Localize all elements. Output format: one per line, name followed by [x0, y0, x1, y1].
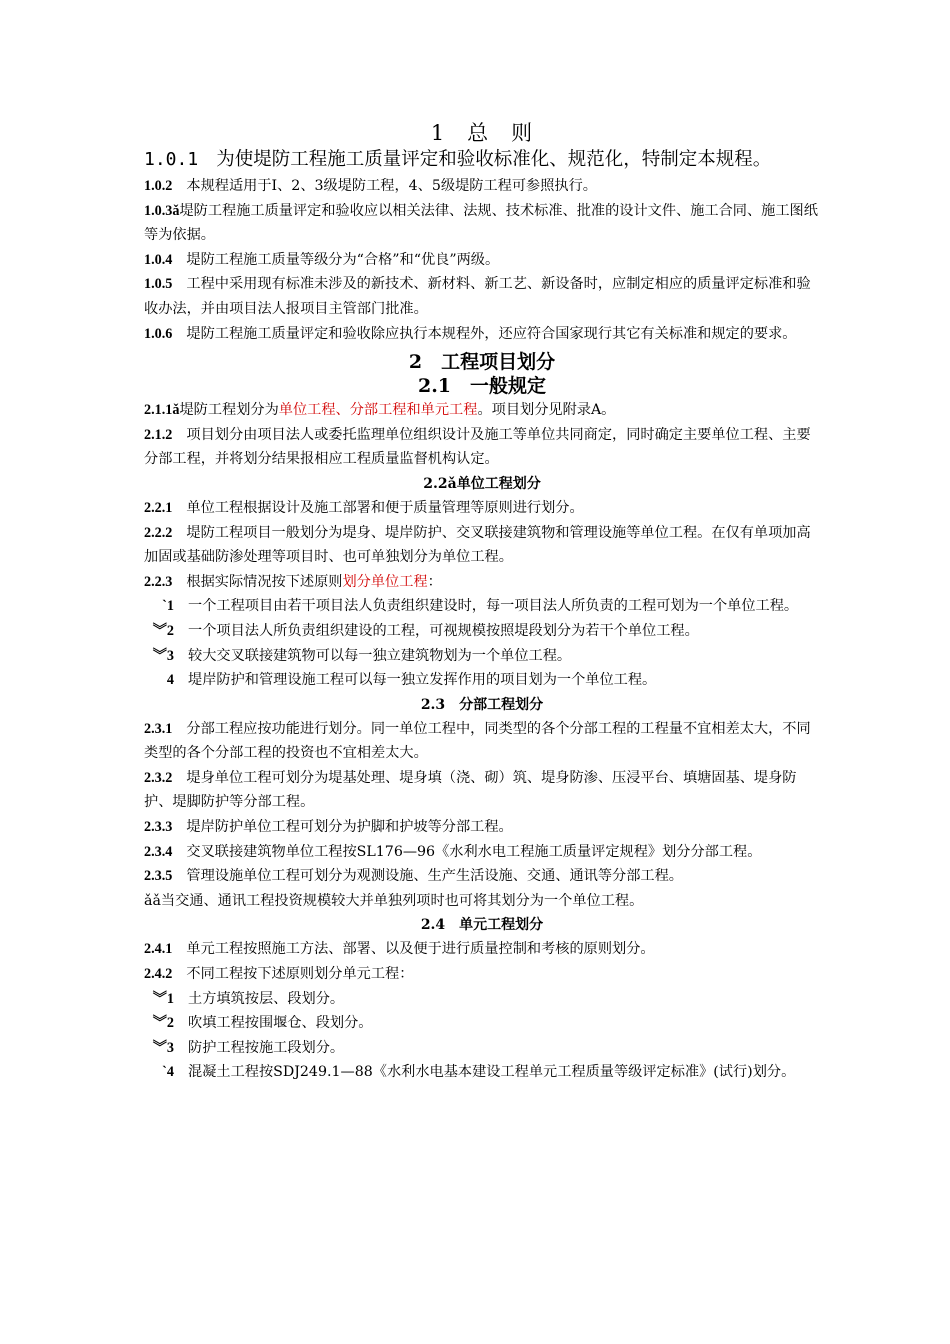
list-item — [144, 1060, 820, 1085]
clause-1-0-3 — [144, 199, 820, 248]
clause-number: 2.4.2 — [144, 966, 173, 983]
clause-text: 为使堤防工程施工质量评定和验收标准化、规范化，特制定本规程。 — [216, 149, 772, 170]
section-2-1-title: 2.1 一般规定 — [417, 375, 547, 398]
clause-text: 堤防工程划分为 — [179, 402, 279, 419]
clause-1-0-6 — [144, 322, 820, 347]
clause-2-2-1 — [144, 496, 820, 521]
item-text: 一个工程项目由若干项目法人负责组织建设时，每一项目法人所负责的工程可划为一个单位工程。 — [188, 598, 799, 615]
item-mark: ︾3 — [152, 1039, 174, 1056]
clause-number: 1.0.5 — [144, 276, 173, 293]
clause-number: 2.2.1 — [144, 499, 173, 516]
clause-number: 2.3.4 — [144, 843, 173, 860]
clause-text: 堤防工程施工质量评定和验收应以相关法律、法规、技术标准、批准的设计文件、施工合同、施工图纸等为依据。 — [144, 202, 818, 244]
item-text: 土方填筑按层、段划分。 — [188, 990, 345, 1007]
clause-number: 1.0.4 — [144, 251, 173, 268]
item-text: 吹填工程按围堰仓、段划分。 — [188, 1015, 373, 1032]
item-text: 较大交叉联接建筑物可以每一独立建筑物划为一个单位工程。 — [188, 647, 572, 664]
item-mark: ︾3 — [152, 647, 174, 664]
clause-text: 堤防工程项目一般划分为堤身、堤岸防护、交叉联接建筑物和管理设施等单位工程。在仅有单项加高加固或基础防渗处理等项目时、也可单独划分为单位工程。 — [144, 524, 811, 566]
clause-2-3-5 — [144, 864, 820, 889]
clause-number: 2.3.5 — [144, 868, 173, 885]
clause-number: 2.3.1 — [144, 720, 173, 737]
clause-number: 2.2.2 — [144, 524, 173, 541]
document-page — [144, 118, 820, 1085]
clause-number: 1.0.6 — [144, 325, 173, 342]
clause-text: 交叉联接建筑物单位工程按SL176—96《水利水电工程施工质量评定规程》划分分部工程。 — [186, 843, 762, 860]
clause-2-3-3 — [144, 815, 820, 840]
clause-text: 管理设施单位工程可划分为观测设施、生产生活设施、交通、通讯等分部工程。 — [186, 868, 683, 885]
section-2-3-title: 2.3 分部工程划分 — [420, 696, 544, 713]
clause-number: 2.1.1ǎ — [144, 402, 180, 419]
list-item — [144, 668, 820, 693]
clause-2-4-2 — [144, 962, 820, 987]
list-item — [144, 644, 820, 669]
clause-text: 项目划分由项目法人或委托监理单位组织设计及施工等单位共同商定，同时确定主要单位工程、主要分部工程，并将划分结果报相应工程质量监督机构认定。 — [144, 426, 811, 468]
clause-text: 分部工程应按功能进行划分。同一单位工程中，同类型的各个分部工程的工程量不宜相差太大，不同类型的各个分部工程的投资也不宜相差太大。 — [144, 720, 811, 762]
item-text: 防护工程按施工段划分。 — [188, 1039, 345, 1056]
clause-2-3-2 — [144, 766, 820, 815]
chapter-2-title: 2 工程项目划分 — [408, 351, 556, 374]
clause-text: 本规程适用于Ⅰ、2、3级堤防工程，4、5级堤防工程可参照执行。 — [186, 178, 597, 194]
highlighted-text: 划分单位工程 — [342, 573, 428, 590]
item-mark: `4 — [162, 1064, 174, 1081]
list-item — [144, 1011, 820, 1036]
clause-2-2-3 — [144, 570, 820, 595]
clause-1-0-1 — [144, 148, 820, 172]
clause-number: 2.3.3 — [144, 819, 173, 836]
clause-text: 根据实际情况按下述原则 — [186, 573, 343, 590]
clause-text: 工程中采用现有标准未涉及的新技术、新材料、新工艺、新设备时，应制定相应的质量评定标准和验收办法，并由项目法人报项目主管部门批准。 — [144, 276, 811, 317]
clause-2-1-1 — [144, 398, 820, 423]
list-item — [144, 594, 820, 619]
item-text: 堤岸防护和管理设施工程可以每一独立发挥作用的项目划为一个单位工程。 — [188, 672, 657, 689]
clause-text: 堤身单位工程可划分为堤基处理、堤身填（浇、砌）筑、堤身防渗、压浸平台、填塘固基、堤身防护、堤脚防护等分部工程。 — [144, 769, 797, 811]
clause-number: 1.0.2 — [144, 178, 173, 194]
item-text: 一个项目法人所负责组织建设的工程，可视规模按照堤段划分为若干个单位工程。 — [188, 622, 699, 639]
clause-text-end: 。项目划分见附录A。 — [477, 402, 616, 419]
section-2-4-title: 2.4 单元工程划分 — [420, 917, 544, 934]
item-mark: ︾2 — [152, 622, 174, 639]
clause-number: 1.0.1 — [144, 149, 199, 170]
clause-number: 1.0.3ǎ — [144, 202, 180, 219]
list-item — [144, 1036, 820, 1061]
clause-text: 单元工程按照施工方法、部署、以及便于进行质量控制和考核的原则划分。 — [186, 941, 655, 958]
highlighted-text: 单位工程、分部工程和单元工程 — [278, 402, 478, 419]
clause-1-0-5 — [144, 272, 820, 321]
clause-2-3-5-note: ǎǎ当交通、通讯工程投资规模较大并单独列项时也可将其划分为一个单位工程。 — [144, 892, 644, 909]
clause-number: 2.4.1 — [144, 941, 173, 958]
clause-number: 2.2.3 — [144, 573, 173, 590]
clause-number: 2.3.2 — [144, 769, 173, 786]
clause-text: 单位工程根据设计及施工部署和便于质量管理等原则进行划分。 — [186, 499, 584, 516]
clause-text: 不同工程按下述原则划分单元工程： — [186, 966, 414, 983]
clause-2-1-2 — [144, 423, 820, 472]
clause-text: 堤岸防护单位工程可划分为护脚和护坡等分部工程。 — [186, 819, 513, 836]
clause-2-3-4 — [144, 840, 820, 865]
clause-2-4-1 — [144, 937, 820, 962]
clause-text-end: ： — [427, 573, 442, 590]
clause-1-0-2 — [144, 174, 820, 199]
section-2-2-title: 2.2ǎ单位工程划分 — [423, 475, 541, 492]
item-mark: ︾2 — [152, 1015, 174, 1032]
chapter-1-title: 1 总 则 — [430, 121, 534, 145]
clause-2-2-2 — [144, 521, 820, 570]
clause-2-3-1 — [144, 717, 820, 766]
clause-text: 堤防工程施工质量等级分为“合格”和“优良”两级。 — [186, 251, 500, 268]
item-mark: ︾1 — [152, 990, 174, 1007]
clause-number: 2.1.2 — [144, 426, 173, 443]
item-text: 混凝土工程按SDJ249.1—88《水利水电基本建设工程单元工程质量等级评定标准》(试行)划分。 — [188, 1064, 796, 1081]
clause-1-0-4 — [144, 248, 820, 273]
item-mark: 4 — [166, 672, 174, 689]
item-mark: `1 — [162, 598, 174, 615]
clause-text: 堤防工程施工质量评定和验收除应执行本规程外，还应符合国家现行其它有关标准和规定的要求。 — [186, 325, 797, 342]
list-item — [144, 987, 820, 1012]
list-item — [144, 619, 820, 644]
